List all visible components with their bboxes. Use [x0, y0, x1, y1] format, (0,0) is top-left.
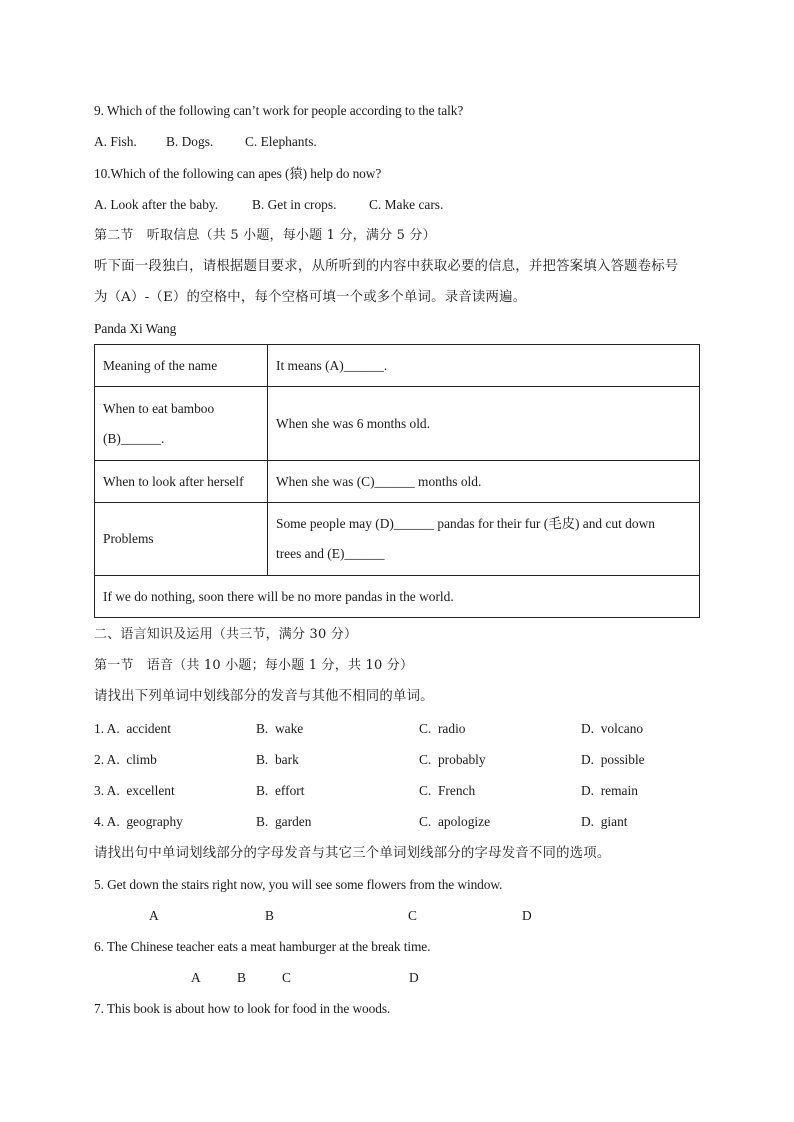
instruction-1: 请找出下列单词中划线部分的发音与其他不相同的单词。	[94, 689, 434, 704]
row-label-line2: (B)______.	[103, 430, 165, 446]
row-label: When to look after herself	[95, 461, 268, 503]
item-2-b: B. bark	[256, 752, 299, 767]
q9-option-c: C. Elephants.	[245, 134, 317, 149]
table-row	[95, 387, 700, 461]
item-3-a: 3. A. excellent	[94, 783, 175, 798]
row-value: It means (A)______.	[268, 345, 700, 387]
item-2-a: 2. A. climb	[94, 752, 157, 767]
table-row	[95, 345, 700, 387]
item-1-c: C. radio	[419, 721, 466, 736]
table-title: Panda Xi Wang	[94, 321, 177, 336]
row-value-line2: trees and (E)______	[276, 546, 385, 561]
question-7: 7. This book is about how to look for food in the woods.	[94, 1001, 391, 1016]
panda-info-table	[94, 344, 700, 618]
q6-letter-d: D	[409, 970, 419, 985]
part-2-heading: 二、语言知识及运用（共三节，满分 30 分）	[94, 627, 358, 642]
q5-letter-d: D	[522, 908, 532, 923]
q6-letter-c: C	[282, 970, 291, 985]
item-3-c: C. French	[419, 783, 476, 798]
q6-letter-b: B	[237, 970, 246, 985]
item-3-d: D. remain	[581, 783, 638, 798]
row-label: Meaning of the name	[95, 345, 268, 387]
row-label-line1: When to eat bamboo	[103, 400, 215, 416]
item-1-d: D. volcano	[581, 721, 644, 736]
item-2-d: D. possible	[581, 752, 645, 767]
table-footer-row: If we do nothing, soon there will be no more pandas in the world.	[95, 576, 700, 618]
question-6: 6. The Chinese teacher eats a meat hamburger at the break time.	[94, 939, 431, 954]
question-9: 9. Which of the following can’t work for people according to the talk?	[94, 103, 464, 118]
item-1-a: 1. A. accident	[94, 721, 171, 736]
item-3-b: B. effort	[256, 783, 305, 798]
row-value	[268, 503, 700, 576]
q10-option-a: A. Look after the baby.	[94, 197, 219, 212]
item-4-c: C. apologize	[419, 814, 491, 829]
row-value: When she was 6 months old.	[268, 387, 700, 461]
row-value: When she was (C)______ months old.	[268, 461, 700, 503]
row-value-line1: Some people may (D)______ pandas for their fur (毛皮) and cut down	[276, 516, 655, 531]
item-1-b: B. wake	[256, 721, 304, 736]
item-4-d: D. giant	[581, 814, 628, 829]
q6-letter-a: A	[191, 970, 201, 985]
q5-letter-c: C	[408, 908, 417, 923]
q5-letter-b: B	[265, 908, 274, 923]
q9-option-a: A. Fish.	[94, 134, 137, 149]
q10-option-c: C. Make cars.	[369, 197, 444, 212]
instruction-2: 请找出句中单词划线部分的字母发音与其它三个单词划线部分的字母发音不同的选项。	[94, 846, 611, 861]
item-2-c: C. probably	[419, 752, 486, 767]
table-row	[95, 461, 700, 503]
question-10: 10.Which of the following can apes (猿) help do now?	[94, 166, 382, 181]
section-2-heading: 第二节 听取信息（共 5 小题，每小题 1 分，满分 5 分）	[94, 228, 436, 243]
item-4-a: 4. A. geography	[94, 814, 183, 829]
section-2-instruction-line1: 听下面一段独白，请根据题目要求，从所听到的内容中获取必要的信息，并把答案填入答题卷标号	[94, 259, 679, 274]
table-row	[95, 503, 700, 576]
item-4-b: B. garden	[256, 814, 312, 829]
question-5: 5. Get down the stairs right now, you will see some flowers from the window.	[94, 877, 503, 892]
table-row	[95, 576, 700, 618]
section-1-heading: 第一节 语音（共 10 小题；每小题 1 分，共 10 分）	[94, 658, 414, 673]
section-2-instruction-line2: 为（A）-（E）的空格中，每个空格可填一个或多个单词。录音读两遍。	[94, 290, 527, 305]
row-label: Problems	[95, 503, 268, 576]
q5-letter-a: A	[149, 908, 159, 923]
q10-option-b: B. Get in crops.	[252, 197, 337, 212]
q9-option-b: B. Dogs.	[166, 134, 214, 149]
row-label	[95, 387, 268, 461]
